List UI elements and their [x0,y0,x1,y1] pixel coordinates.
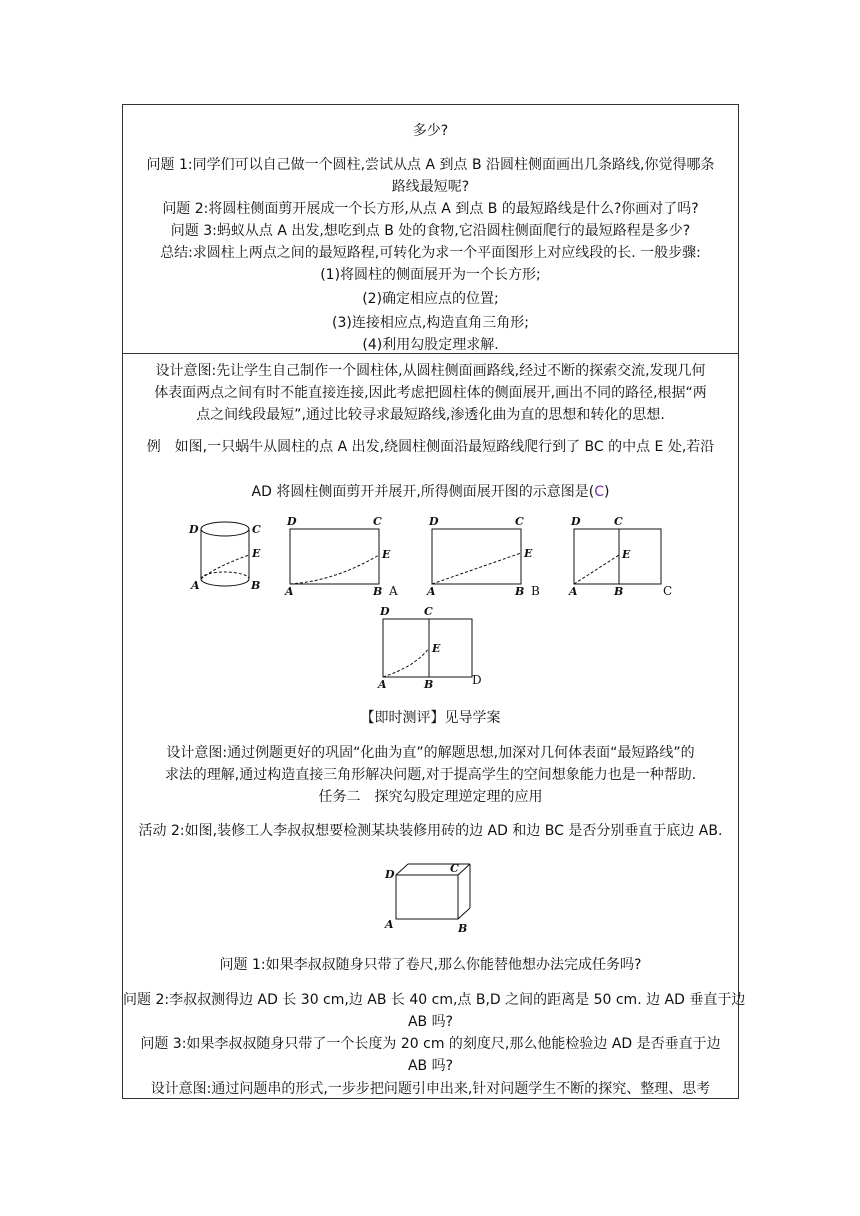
svg-text:D: D [380,605,390,618]
option-b-figure [427,515,547,600]
svg-text:C: C [373,515,382,528]
line-duoshao: 多少? [412,123,449,139]
brick-label-C: C [450,862,459,875]
design-intent-3: 设计意图:通过问题串的形式,一步步把问题引申出来,针对问题学生不断的探究、整理、思考 [150,1081,711,1097]
question-2: 问题 2:将圆柱侧面剪开展成一个长方形,从点 A 到点 B 的最短路线是什么?你画对了吗? [162,201,699,217]
design-intent-1-line3: 点之间线段最短”,通过比较寻求最短路线,渗透化曲为直的思想和转化的思想. [196,407,665,423]
cyl-label-C: C [252,523,261,536]
svg-text:D: D [571,515,581,528]
answer-letter: C [594,484,605,500]
question-1: 问题 1:同学们可以自己做一个圆柱,尝试从点 A 到点 B 沿圆柱侧面画出几条路线,你觉得哪条 [146,157,715,173]
svg-text:B: B [373,585,383,598]
option-b-label: B [531,584,540,598]
design-intent-1-line2: 体表面两点之间有时不能直接连接,因此考虑把圆柱体的侧面展开,画出不同的路径,根据“两 [154,385,707,401]
svg-text:A: A [569,585,578,598]
quiz-heading: 【即时测评】见导学案 [360,710,501,726]
option-d-figure [378,606,488,691]
cyl-label-D: D [189,523,199,536]
step-2: (2)确定相应点的位置; [362,291,499,307]
design-intent-1-line1: 设计意图:先让学生自己制作一个圆柱体,从圆柱侧面画路线,经过不断的探索交流,发现几何 [155,363,706,379]
activity-2: 活动 2:如图,装修工人李叔叔想要检测某块装修用砖的边 AD 和边 BC 是否分别垂直于底边 AB. [138,823,723,839]
question-2b: 问题 2:李叔叔测得边 AD 长 30 cm,边 AB 长 40 cm,点 B,D 之间的距离是 50 cm. 边 AD 垂直于边 [123,992,746,1008]
svg-text:C: C [614,515,623,528]
table-row-questions [123,105,738,354]
option-d-label: D [472,673,482,687]
svg-text:C: C [515,515,524,528]
svg-text:A: A [378,678,387,691]
cylinder-figure [185,515,265,595]
svg-text:B: B [515,585,525,598]
option-a-label: A [389,584,398,598]
design-intent-2-line1: 设计意图:通过例题更好的巩固“化曲为直”的解题思想,加深对几何体表面“最短路线”的 [166,745,695,761]
svg-text:E: E [432,642,441,655]
svg-text:B: B [614,585,624,598]
option-a-figure [285,515,405,600]
step-1: (1)将圆柱的侧面展开为一个长方形; [320,267,541,283]
svg-text:A: A [427,585,436,598]
question-3b-cont: AB 吗? [407,1058,454,1074]
example-text-cont: AD 将圆柱侧面剪开并展开,所得侧面展开图的示意图是(C) [251,484,610,500]
svg-text:D: D [287,515,297,528]
summary: 总结:求圆柱上两点之间的最短路程,可转化为求一个平面图形上对应线段的长. 一般步骤: [160,245,701,261]
svg-text:D: D [429,515,439,528]
svg-text:E: E [622,548,631,561]
cyl-label-A: A [191,579,200,592]
svg-text:A: A [285,585,294,598]
design-intent-2-line2: 求法的理解,通过构造直接三角形解决问题,对于提高学生的空间想象能力也是一种帮助. [164,767,697,783]
step-4: (4)利用勾股定理求解. [362,337,499,353]
example-text: 例 如图,一只蜗牛从圆柱的点 A 出发,绕圆柱侧面沿最短路线爬行到了 BC 的中点 E 处,若沿 [146,439,715,455]
lesson-table [122,104,746,1099]
brick-figure [380,858,480,933]
brick-label-A: A [385,918,394,931]
option-c-label: C [663,584,673,598]
step-3: (3)连接相应点,构造直角三角形; [332,315,529,331]
svg-text:C: C [424,605,433,618]
brick-label-D: D [385,868,395,881]
cyl-label-E: E [252,547,261,560]
question-1-cont: 路线最短呢? [391,179,470,195]
brick-label-B: B [458,922,468,935]
cyl-label-B: B [251,579,261,592]
option-c-figure [569,515,679,600]
svg-text:B: B [424,678,434,691]
task-two-title: 任务二 探究勾股定理逆定理的应用 [318,789,543,805]
question-2b-cont: AB 吗? [407,1014,454,1030]
question-1b: 问题 1:如果李叔叔随身只带了卷尺,那么你能替他想办法完成任务吗? [219,957,642,973]
question-3b: 问题 3:如果李叔叔随身只带了一个长度为 20 cm 的刻度尺,那么他能检验边 AD 是否垂直于边 [140,1036,721,1052]
svg-text:E: E [524,547,533,560]
question-3: 问题 3:蚂蚁从点 A 出发,想吃到点 B 处的食物,它沿圆柱侧面爬行的最短路程是多少? [170,223,691,239]
svg-text:E: E [382,548,391,561]
